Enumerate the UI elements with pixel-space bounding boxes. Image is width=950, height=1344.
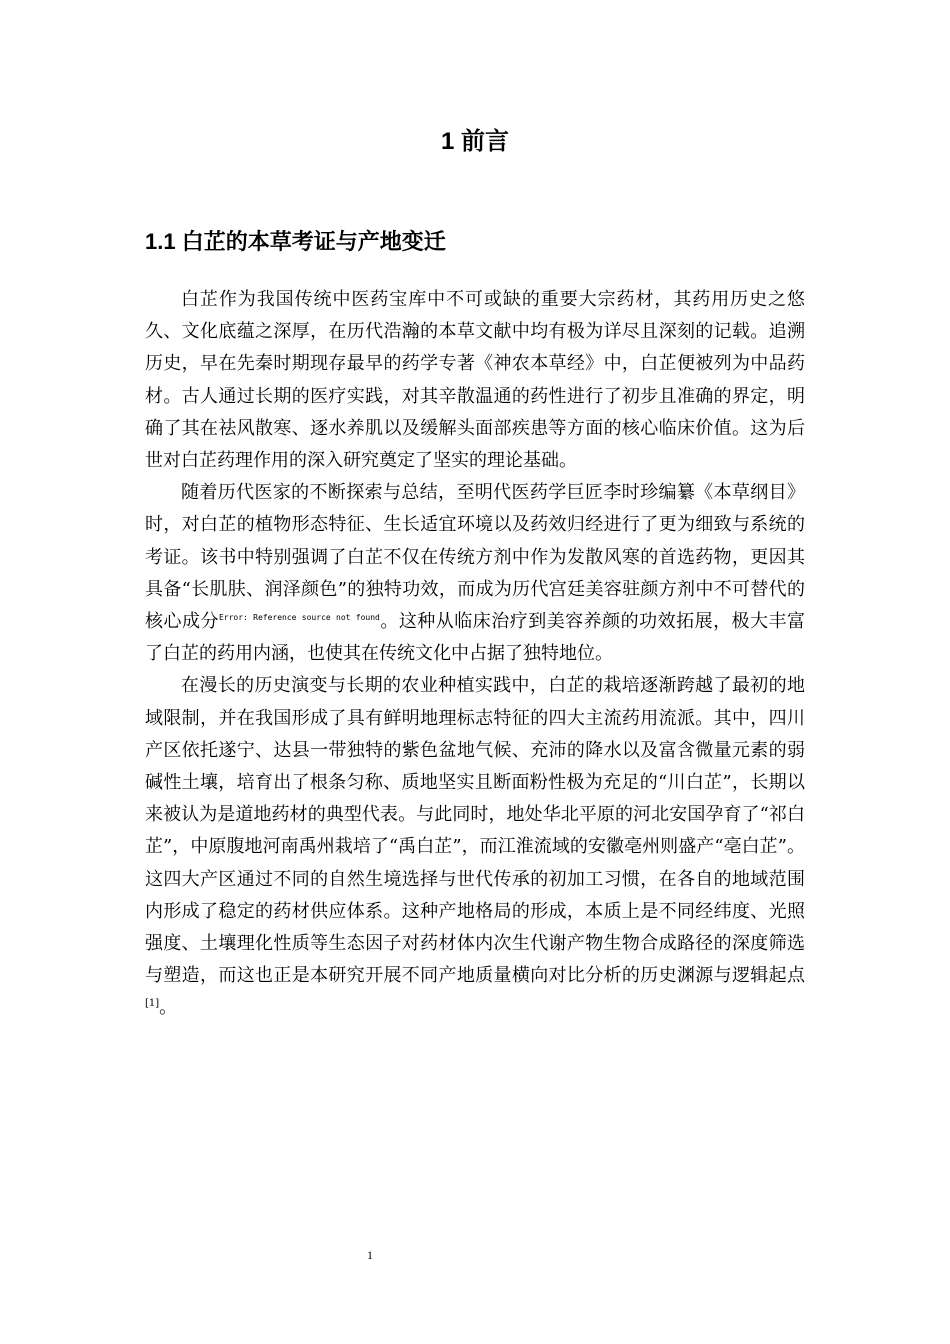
- section-title: 1.1 白芷的本草考证与产地变迁: [145, 229, 446, 254]
- citation-marker[interactable]: [1]: [145, 998, 160, 1010]
- paragraph-3: [145, 670, 805, 1024]
- body-text: [145, 284, 805, 1025]
- paragraph-3-text-a: 在漫长的历史演变与长期的农业种植实践中，白芷的栽培逐渐跨越了最初的地域限制，并在我国形成了具有鲜明地理标志特征的四大主流药用流派。其中，四川产区依托遂宁、达县一带独特的紫色盆地气候、充沛的降水以及富含微量元素的弱碱性土壤，培育出了根条匀称、质地坚实且断面粉性极为充足的“川白芷”，长期以来被认为是道地药材的典型代表。与此同时，地处华北平原的河北安国孕育了“祁白芷”，中原腹地河南禹州栽培了“禹白芷”，而江淮流域的安徽亳州则盛产“亳白芷”。这四大产区通过不同的自然生境选择与世代传承的初加工习惯，在各自的地域范围内形成了稳定的药材供应体系。这种产地格局的形成，本质上是不同经纬度、光照强度、土壤理化性质等生态因子对药材体内次生代谢产物生物合成路径的深度筛选与塑造，而这也正是本研究开展不同产地质量横向对比分析的历史渊源与逻辑起点: [145, 675, 805, 987]
- paragraph-1: 白芷作为我国传统中医药宝库中不可或缺的重要大宗药材，其药用历史之悠久、文化底蕴之深厚，在历代浩瀚的本草文献中均有极为详尽且深刻的记载。追溯历史，早在先秦时期现存最早的药学专著《神农本草经》中，白芷便被列为中品药材。古人通过长期的医疗实践，对其辛散温通的药性进行了初步且准确的界定，明确了其在祛风散寒、逐水养肌以及缓解头面部疾患等方面的核心临床价值。这为后世对白芷药理作用的深入研究奠定了坚实的理论基础。: [145, 289, 805, 472]
- paragraph-3-text-b: 。: [159, 997, 178, 1019]
- paragraph-2-text-a: 随着历代医家的不断探索与总结，至明代医药学巨匠李时珍编纂《本草纲目》时，对白芷的植物形态特征、生长适宜环境以及药效归经进行了更为细致与系统的考证。该书中特别强调了白芷不仅在传统方剂中作为发散风寒的首选药物，更因其具备“长肌肤、润泽颜色”的独特功效，而成为历代宫廷美容驻颜方剂中不可替代的核心成分: [145, 482, 805, 633]
- paragraph-2: [145, 477, 805, 670]
- page-number: 1: [367, 1248, 373, 1262]
- paragraph-2-text-b: 。这种从临床治疗到美容养颜的功效拓展，极大丰富了白芷的药用内涵，也使其在传统文化中占据了独特地位。: [145, 611, 806, 665]
- chapter-title: 1 前言: [440, 128, 509, 155]
- reference-error-field: Error: Reference source not found: [218, 613, 380, 623]
